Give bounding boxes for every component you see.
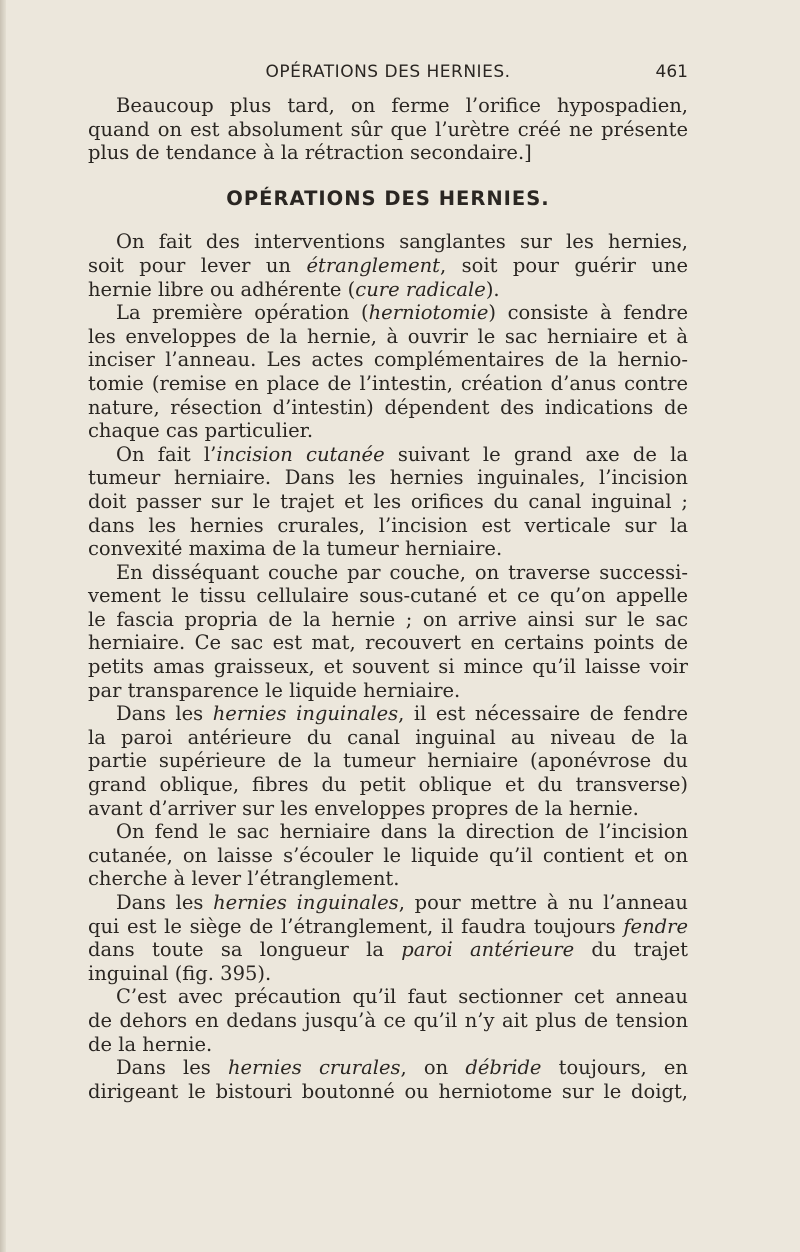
- text-line: Beaucoup plus tard, on ferme l’orifice hypospadien,: [116, 94, 688, 117]
- text-line: [88, 1009, 688, 1033]
- italic-term: paroi antérieure: [401, 938, 575, 962]
- running-head-title: OPÉRATIONS DES HERNIES.: [265, 62, 511, 82]
- text-line: [88, 726, 688, 750]
- page-number: 461: [655, 62, 688, 82]
- text-run: tomie (remise en place de l’intestin, création d’anus contre: [88, 371, 688, 395]
- text-line: plus de tendance à la rétraction secondaire.]: [88, 141, 532, 165]
- text-run: herniaire. Ce sac est mat, recouvert en certains points de: [88, 631, 688, 655]
- text-run: Dans les: [116, 702, 213, 726]
- intro-paragraph: [88, 94, 688, 165]
- text-run: petits amas graisseux, et souvent si mince qu’il laisse voir: [88, 655, 688, 679]
- text-line: [88, 466, 688, 490]
- text-run: ) consiste à fendre: [488, 301, 688, 325]
- text-run: les enveloppes de la hernie, à ouvrir le sac herniaire et à: [88, 324, 688, 348]
- text-line: [88, 915, 688, 939]
- text-line: [88, 443, 688, 467]
- text-line: [88, 962, 688, 986]
- text-run: partie supérieure de la tumeur herniaire (aponévrose du: [88, 749, 688, 773]
- text-run: , soit pour guérir une: [440, 253, 688, 277]
- text-run: nature, résection d’intestin) dépendent des indications de: [88, 395, 688, 419]
- text-run: qui est le siège de l’étranglement, il faudra toujours: [88, 914, 624, 938]
- italic-term: débride: [465, 1056, 542, 1080]
- text-run: tumeur herniaire. Dans les hernies inguinales, l’incision: [88, 466, 688, 490]
- text-line: [88, 985, 688, 1009]
- text-line: [88, 348, 688, 372]
- italic-term: herniotomie: [368, 301, 489, 325]
- text-run: On fait l’: [116, 442, 217, 466]
- text-line: [88, 938, 688, 962]
- text-line: [88, 1080, 688, 1104]
- text-run: convexité maxima de la tumeur herniaire.: [88, 537, 503, 561]
- text-line: quand on est absolument sûr que l’urètre créé ne présente: [88, 117, 688, 141]
- text-line: [88, 584, 688, 608]
- text-run: inciser l’anneau. Les actes complémentaires de la hernio-: [88, 348, 688, 372]
- text-run: dans les hernies crurales, l’incision est verticale sur la: [88, 513, 688, 537]
- text-line: [88, 773, 688, 797]
- text-run: , pour mettre à nu l’anneau: [398, 891, 688, 914]
- text-run: En disséquant couche par couche, on traverse successi-: [116, 560, 688, 584]
- text-line: [88, 254, 688, 278]
- text-line: [88, 1056, 688, 1080]
- text-line: [88, 278, 688, 302]
- text-line: [88, 867, 688, 891]
- text-run: du trajet: [574, 938, 688, 962]
- page-binding-edge: [0, 0, 6, 1252]
- text-run: La première opération (: [116, 301, 369, 325]
- text-line: [88, 749, 688, 773]
- text-run: de la hernie.: [88, 1032, 213, 1056]
- text-line: [88, 419, 688, 443]
- text-run: soit pour lever un: [88, 253, 307, 277]
- text-run: cutanée, on laisse s’écouler le liquide qu’il contient et on: [88, 843, 688, 867]
- section-heading: OPÉRATIONS DES HERNIES.: [226, 186, 550, 210]
- text-line: [88, 891, 688, 915]
- italic-term: incision cutanée: [216, 442, 385, 466]
- text-line: [88, 702, 688, 726]
- text-run: On fait des interventions sanglantes sur les hernies,: [116, 230, 688, 254]
- text-run: le fascia propria de la hernie ; on arrive ainsi sur le sac: [88, 607, 688, 631]
- text-line: [88, 372, 688, 396]
- text-line: [88, 514, 688, 538]
- text-run: On fend le sac herniaire dans la direction de l’incision: [116, 820, 688, 844]
- running-head: [88, 60, 688, 86]
- text-run: hernie libre ou adhérente (: [88, 277, 356, 301]
- text-run: Dans les: [116, 1056, 228, 1080]
- text-line: [88, 797, 688, 821]
- text-run: C’est avec précaution qu’il faut sectionner cet anneau: [116, 985, 688, 1009]
- text-run: vement le tissu cellulaire sous-cutané et ce qu’on appelle: [88, 584, 688, 608]
- text-run: , on: [400, 1056, 466, 1080]
- text-line: [88, 844, 688, 868]
- text-line: [88, 1033, 688, 1057]
- text-block: [88, 94, 688, 1103]
- text-run: doit passer sur le trajet et les orifices du canal inguinal ;: [88, 489, 688, 513]
- text-line: [88, 679, 688, 703]
- italic-term: étranglement: [306, 253, 441, 277]
- text-line: [88, 230, 688, 254]
- text-run: ).: [485, 277, 500, 301]
- text-run: dans toute sa longueur la: [88, 938, 402, 962]
- text-run: par transparence le liquide herniaire.: [88, 678, 461, 702]
- text-line: [88, 396, 688, 420]
- body-text: [88, 230, 688, 1103]
- italic-term: cure radicale: [355, 277, 486, 301]
- italic-term: hernies inguinales: [212, 702, 399, 726]
- text-line: [88, 561, 688, 585]
- text-run: toujours, en: [541, 1056, 688, 1080]
- text-run: de dehors en dedans jusqu’à ce qu’il n’y ait plus de tension: [88, 1008, 688, 1032]
- text-line: [88, 301, 688, 325]
- text-line: [88, 655, 688, 679]
- text-line: [88, 490, 688, 514]
- text-run: la paroi antérieure du canal inguinal au niveau de la: [88, 725, 688, 749]
- text-run: cherche à lever l’étranglement.: [88, 867, 400, 891]
- text-line: [88, 325, 688, 349]
- text-line: [88, 631, 688, 655]
- text-run: , il est nécessaire de fendre: [398, 702, 688, 726]
- italic-term: fendre: [623, 914, 688, 938]
- text-line: [88, 608, 688, 632]
- text-line: [88, 820, 688, 844]
- italic-term: hernies crurales: [228, 1056, 401, 1080]
- text-run: avant d’arriver sur les enveloppes propres de la hernie.: [88, 796, 639, 820]
- text-run: dirigeant le bistouri boutonné ou herniotome sur le doigt,: [88, 1079, 688, 1103]
- text-run: suivant le grand axe de la: [384, 442, 689, 466]
- text-run: Dans les: [116, 891, 214, 914]
- italic-term: hernies inguinales: [213, 891, 399, 914]
- text-line: [88, 537, 688, 561]
- text-run: chaque cas particulier.: [88, 419, 314, 443]
- text-run: inguinal (fig. 395).: [88, 961, 272, 985]
- text-run: grand oblique, fibres du petit oblique et du transverse): [88, 773, 688, 797]
